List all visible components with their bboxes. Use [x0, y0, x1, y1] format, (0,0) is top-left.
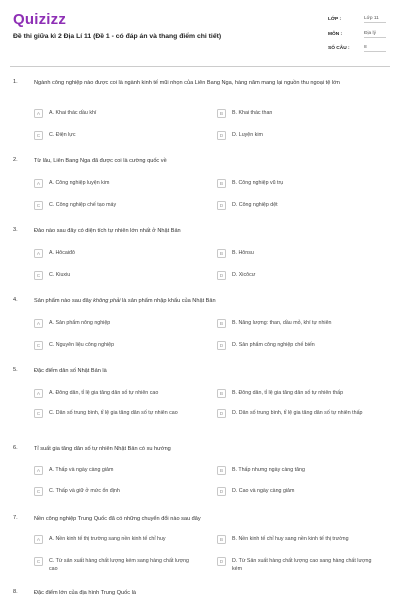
question-text: Đặc điểm dân số Nhật Bản là — [34, 368, 107, 374]
option-text: B. Khai thác than — [232, 110, 273, 116]
option-letter-badge: D — [217, 341, 226, 350]
question-text: Tỉ suất gia tăng dân số tự nhiên Nhật Bản có xu hướng — [34, 446, 171, 452]
option-text: C. Nguyên liệu công nghiệp — [49, 342, 115, 348]
option-text: B. Hônsu — [232, 250, 254, 256]
option-letter-badge: A — [34, 249, 43, 258]
question-number: 7. — [13, 515, 18, 521]
option-text: A. Hôcaiđô — [49, 250, 75, 256]
question-text — [34, 297, 374, 306]
option-text: D. Luyện kim — [232, 132, 263, 138]
option-letter-badge: D — [217, 557, 226, 566]
option-text: C. Kiuxiu — [49, 272, 71, 278]
option-text: A. Sản phẩm nông nghiệp — [49, 320, 111, 326]
option-text: C. Dân số trung bình, tỉ lệ gia tăng dân số tự nhiên cao — [49, 410, 178, 416]
question-text: Ngành công nghiệp nào được coi là ngành kinh tế mũi nhọn của Liên Bang Nga, hàng năm mang lại nguồn thu ngoại tệ lớn — [34, 80, 340, 86]
option-letter-badge: C — [34, 131, 43, 140]
option-text: B. Nền kinh tế chỉ huy sang nền kinh tế thị trường — [232, 536, 349, 542]
meta-question-count-value: 8 — [364, 45, 386, 52]
option-letter-badge: C — [34, 487, 43, 496]
option-text: D. Dân số trung bình, tỉ lệ gia tăng dân số tự nhiên thấp — [232, 410, 363, 416]
option-text: A. Khai thác dầu khí — [49, 110, 97, 116]
page-title: Đề thi giữa kì 2 Địa Lí 11 (Đề 1 - có đáp án và thang điểm chi tiết) — [13, 33, 222, 40]
option-text: D. Công nghiệp dệt — [232, 202, 278, 208]
option-letter-badge: B — [217, 179, 226, 188]
option-text: D. Sản phẩm công nghiệp chế biến — [232, 342, 315, 348]
option-letter-badge: A — [34, 466, 43, 475]
option-letter-badge: C — [34, 271, 43, 280]
option-letter-badge: B — [217, 109, 226, 118]
question-number: 8. — [13, 589, 18, 595]
option-text: D. Từ Sản xuất hàng chất lượng cao sang hàng chất lượng kém — [232, 558, 372, 572]
option-text: C. Công nghiệp chế tạo máy — [49, 202, 117, 208]
header-divider — [10, 66, 390, 67]
question-text-end: là sản phẩm nhập khẩu của Nhật Bản — [120, 298, 216, 304]
question-text: Đặc điểm lớn của địa hình Trung Quốc là — [34, 590, 136, 596]
option-letter-badge: B — [217, 319, 226, 328]
meta-class-value: Lớp 11 — [364, 16, 386, 23]
question-number: 2. — [13, 157, 18, 163]
option-letter-badge: D — [217, 409, 226, 418]
meta-subject-label: MÔN : — [328, 32, 343, 37]
option-text: B. Năng lượng: than, dầu mỏ, khí tự nhiên — [232, 320, 332, 326]
option-letter-badge: C — [34, 557, 43, 566]
option-letter-badge: C — [34, 341, 43, 350]
option-letter-badge: C — [34, 201, 43, 210]
question-text: Từ lâu, Liên Bang Nga đã được coi là cường quốc về — [34, 158, 167, 164]
page-header — [0, 0, 400, 66]
option-text: B. Đông dân, tỉ lệ gia tăng dân số tự nhiên thấp — [232, 390, 344, 396]
option-text: D. Cao và ngày càng giảm — [232, 488, 295, 494]
option-text: A. Đông dân, tỉ lệ gia tăng dân số tự nhiên cao — [49, 390, 159, 396]
option-letter-badge: D — [217, 271, 226, 280]
question-text-start: Sản phẩm nào sau đây — [34, 298, 94, 304]
option-letter-badge: D — [217, 131, 226, 140]
option-text: B. Thấp nhưng ngày càng tăng — [232, 467, 305, 473]
option-letter-badge: A — [34, 109, 43, 118]
option-letter-badge: B — [217, 466, 226, 475]
option-text: A. Nền kinh tế thị trường sang nền kinh tế chỉ huy — [49, 536, 166, 542]
question-number: 3. — [13, 227, 18, 233]
option-letter-badge: B — [217, 249, 226, 258]
meta-subject-value: Địa lý — [364, 31, 386, 38]
question-number: 6. — [13, 445, 18, 451]
option-letter-badge: A — [34, 179, 43, 188]
option-letter-badge: A — [34, 319, 43, 328]
question-text: Đảo nào sau đây có diện tích tự nhiên lớn nhất ở Nhật Bản — [34, 228, 181, 234]
quizizz-logo[interactable]: Quizizz — [13, 11, 67, 28]
option-letter-badge: C — [34, 409, 43, 418]
question-text: Nền công nghiệp Trung Quốc đã có những chuyển đổi nào sau đây — [34, 516, 201, 522]
question-number: 1. — [13, 79, 18, 85]
option-text: D. Xicôcư — [232, 272, 256, 278]
option-text: A. Thấp và ngày càng giảm — [49, 467, 114, 473]
meta-question-count-label: SỐ CÂU : — [328, 46, 350, 51]
question-number: 5. — [13, 367, 18, 373]
meta-class-label: LỚP : — [328, 17, 342, 22]
option-text: B. Công nghiệp vũ trụ — [232, 180, 284, 186]
option-letter-badge: B — [217, 389, 226, 398]
option-letter-badge: A — [34, 535, 43, 544]
question-text-emphasis: không phải — [93, 298, 121, 304]
option-letter-badge: B — [217, 535, 226, 544]
option-letter-badge: A — [34, 389, 43, 398]
option-text: C. Điện lực — [49, 132, 76, 138]
option-letter-badge: D — [217, 487, 226, 496]
option-text: A. Công nghiệp luyện kim — [49, 180, 110, 186]
option-text: C. Từ sản xuất hàng chất lượng kém sang hàng chất lượng cao — [49, 558, 189, 572]
question-number: 4. — [13, 297, 18, 303]
option-text: C. Thấp và giữ ở mức ổn định — [49, 488, 120, 494]
option-letter-badge: D — [217, 201, 226, 210]
